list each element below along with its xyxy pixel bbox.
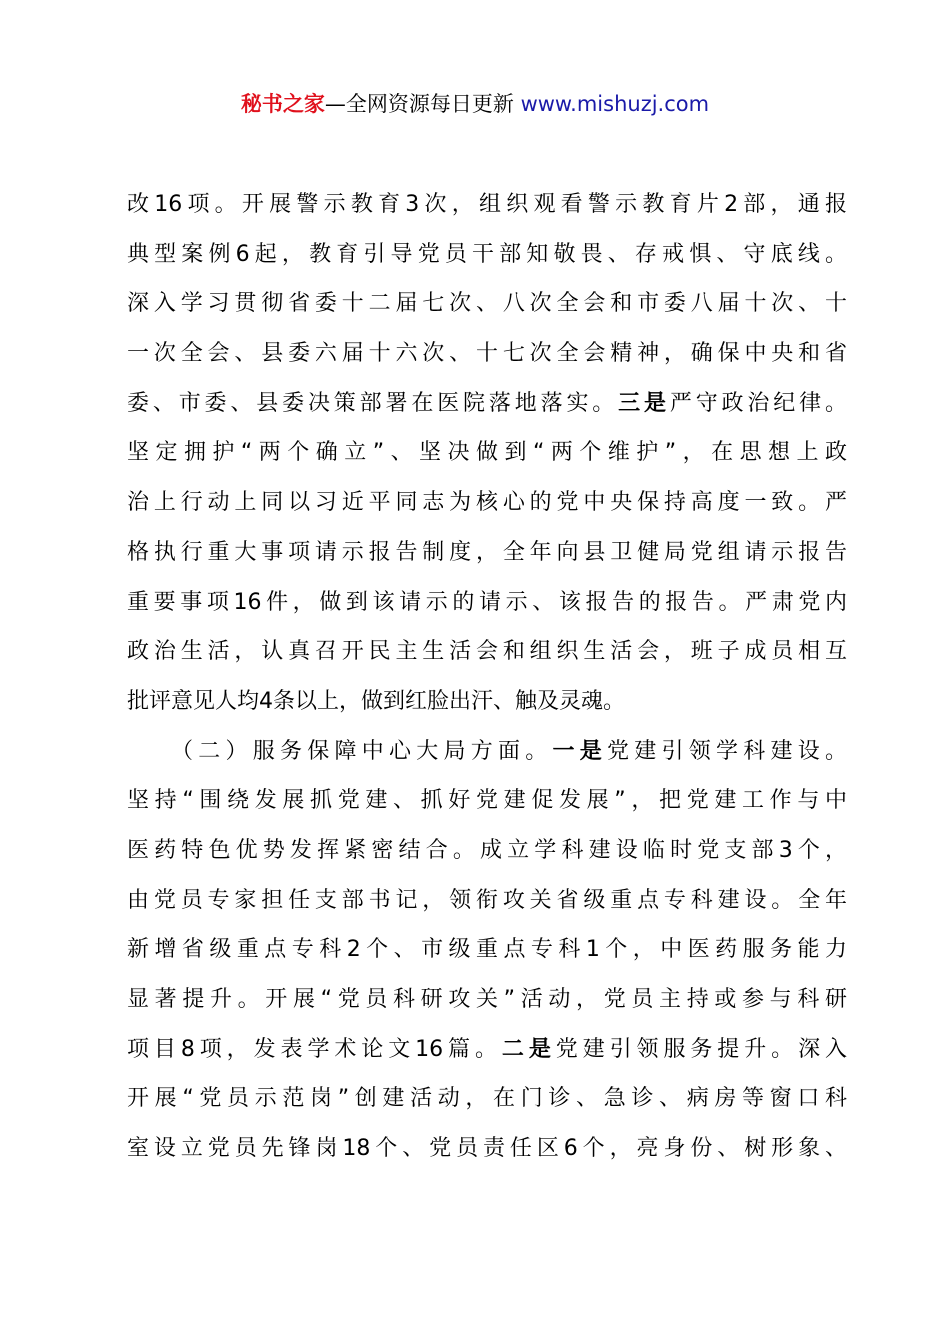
text-line bbox=[127, 1074, 847, 1124]
text-line bbox=[127, 727, 847, 777]
text-line bbox=[127, 279, 847, 329]
text-line bbox=[127, 180, 847, 230]
text-line bbox=[127, 329, 847, 379]
text-run: 坚持“围绕发展抓党建、抓好党建促发展”，把党建工作与中 bbox=[127, 788, 847, 814]
text-run: 改16项。开展警示教育3次，组织观看警示教育片2部，通报 bbox=[127, 192, 847, 217]
text-run: 深入学习贯彻省委十二届七次、八次全会和市委八届十次、十 bbox=[127, 291, 847, 317]
text-line bbox=[127, 428, 847, 478]
text-line bbox=[127, 925, 847, 975]
text-run: 党建引领服务提升。深入 bbox=[555, 1036, 847, 1062]
text-line bbox=[127, 528, 847, 578]
text-line bbox=[127, 677, 847, 727]
text-run: 一次全会、县委六届十六次、十七次全会精神，确保中央和省 bbox=[127, 341, 847, 367]
document-body bbox=[127, 180, 847, 1174]
text-run: 党建引领学科建设。 bbox=[606, 738, 847, 764]
text-line bbox=[127, 826, 847, 876]
text-run: 显著提升。开展“党员科研攻关”活动，党员主持或参与科研 bbox=[127, 987, 847, 1012]
text-run: 批评意见人均4条以上，做到红脸出汗、触及灵魂。 bbox=[127, 688, 625, 714]
brand-name: 秘书之家 bbox=[240, 92, 325, 116]
text-run: 项目8项，发表学术论文16篇。 bbox=[127, 1036, 502, 1062]
text-line bbox=[127, 876, 847, 926]
text-run: 医药特色优势发挥紧密结合。成立学科建设临时党支部3个， bbox=[127, 837, 847, 863]
bold-heading-marker: 一是 bbox=[552, 738, 607, 764]
text-line bbox=[127, 578, 847, 628]
text-line bbox=[127, 230, 847, 280]
header-tagline: —全网资源每日更新 bbox=[324, 92, 514, 116]
text-run: 室设立党员先锋岗18个、党员责任区6个，亮身份、树形象、 bbox=[127, 1136, 847, 1162]
text-line bbox=[127, 776, 847, 826]
text-line bbox=[127, 379, 847, 429]
text-run: 严守政治纪律。 bbox=[669, 390, 847, 416]
text-line bbox=[127, 1124, 847, 1174]
text-run: 典型案例6起，教育引导党员干部知敬畏、存戒惧、守底线。 bbox=[127, 241, 847, 267]
text-run: 政治生活，认真召开民主生活会和组织生活会，班子成员相互 bbox=[127, 639, 847, 665]
text-run: 坚定拥护“两个确立”、坚决做到“两个维护”，在思想上政 bbox=[127, 440, 847, 466]
text-line bbox=[127, 627, 847, 677]
text-run: 开展“党员示范岗”创建活动，在门诊、急诊、病房等窗口科 bbox=[127, 1086, 847, 1112]
text-run: 由党员专家担任支部书记，领衔攻关省级重点专科建设。全年 bbox=[127, 887, 847, 913]
text-run: 格执行重大事项请示报告制度，全年向县卫健局党组请示报告 bbox=[127, 539, 847, 565]
text-run: 重要事项16件，做到该请示的请示、该报告的报告。严肃党内 bbox=[127, 589, 847, 615]
site-url-link[interactable]: www.mishuzj.com bbox=[520, 92, 710, 116]
bold-heading-marker: 三是 bbox=[618, 390, 670, 416]
text-line bbox=[127, 478, 847, 528]
text-run: 治上行动上同以习近平同志为核心的党中央保持高度一致。严 bbox=[127, 490, 847, 516]
page-header bbox=[0, 88, 950, 120]
text-run: 新增省级重点专科2个、市级重点专科1个，中医药服务能力 bbox=[127, 937, 847, 963]
text-line bbox=[127, 975, 847, 1025]
text-run: 委、市委、县委决策部署在医院落地落实。 bbox=[127, 390, 619, 416]
text-line bbox=[127, 1025, 847, 1075]
bold-heading-marker: 二是 bbox=[501, 1036, 556, 1062]
text-run: （二）服务保障中心大局方面。 bbox=[171, 738, 553, 764]
